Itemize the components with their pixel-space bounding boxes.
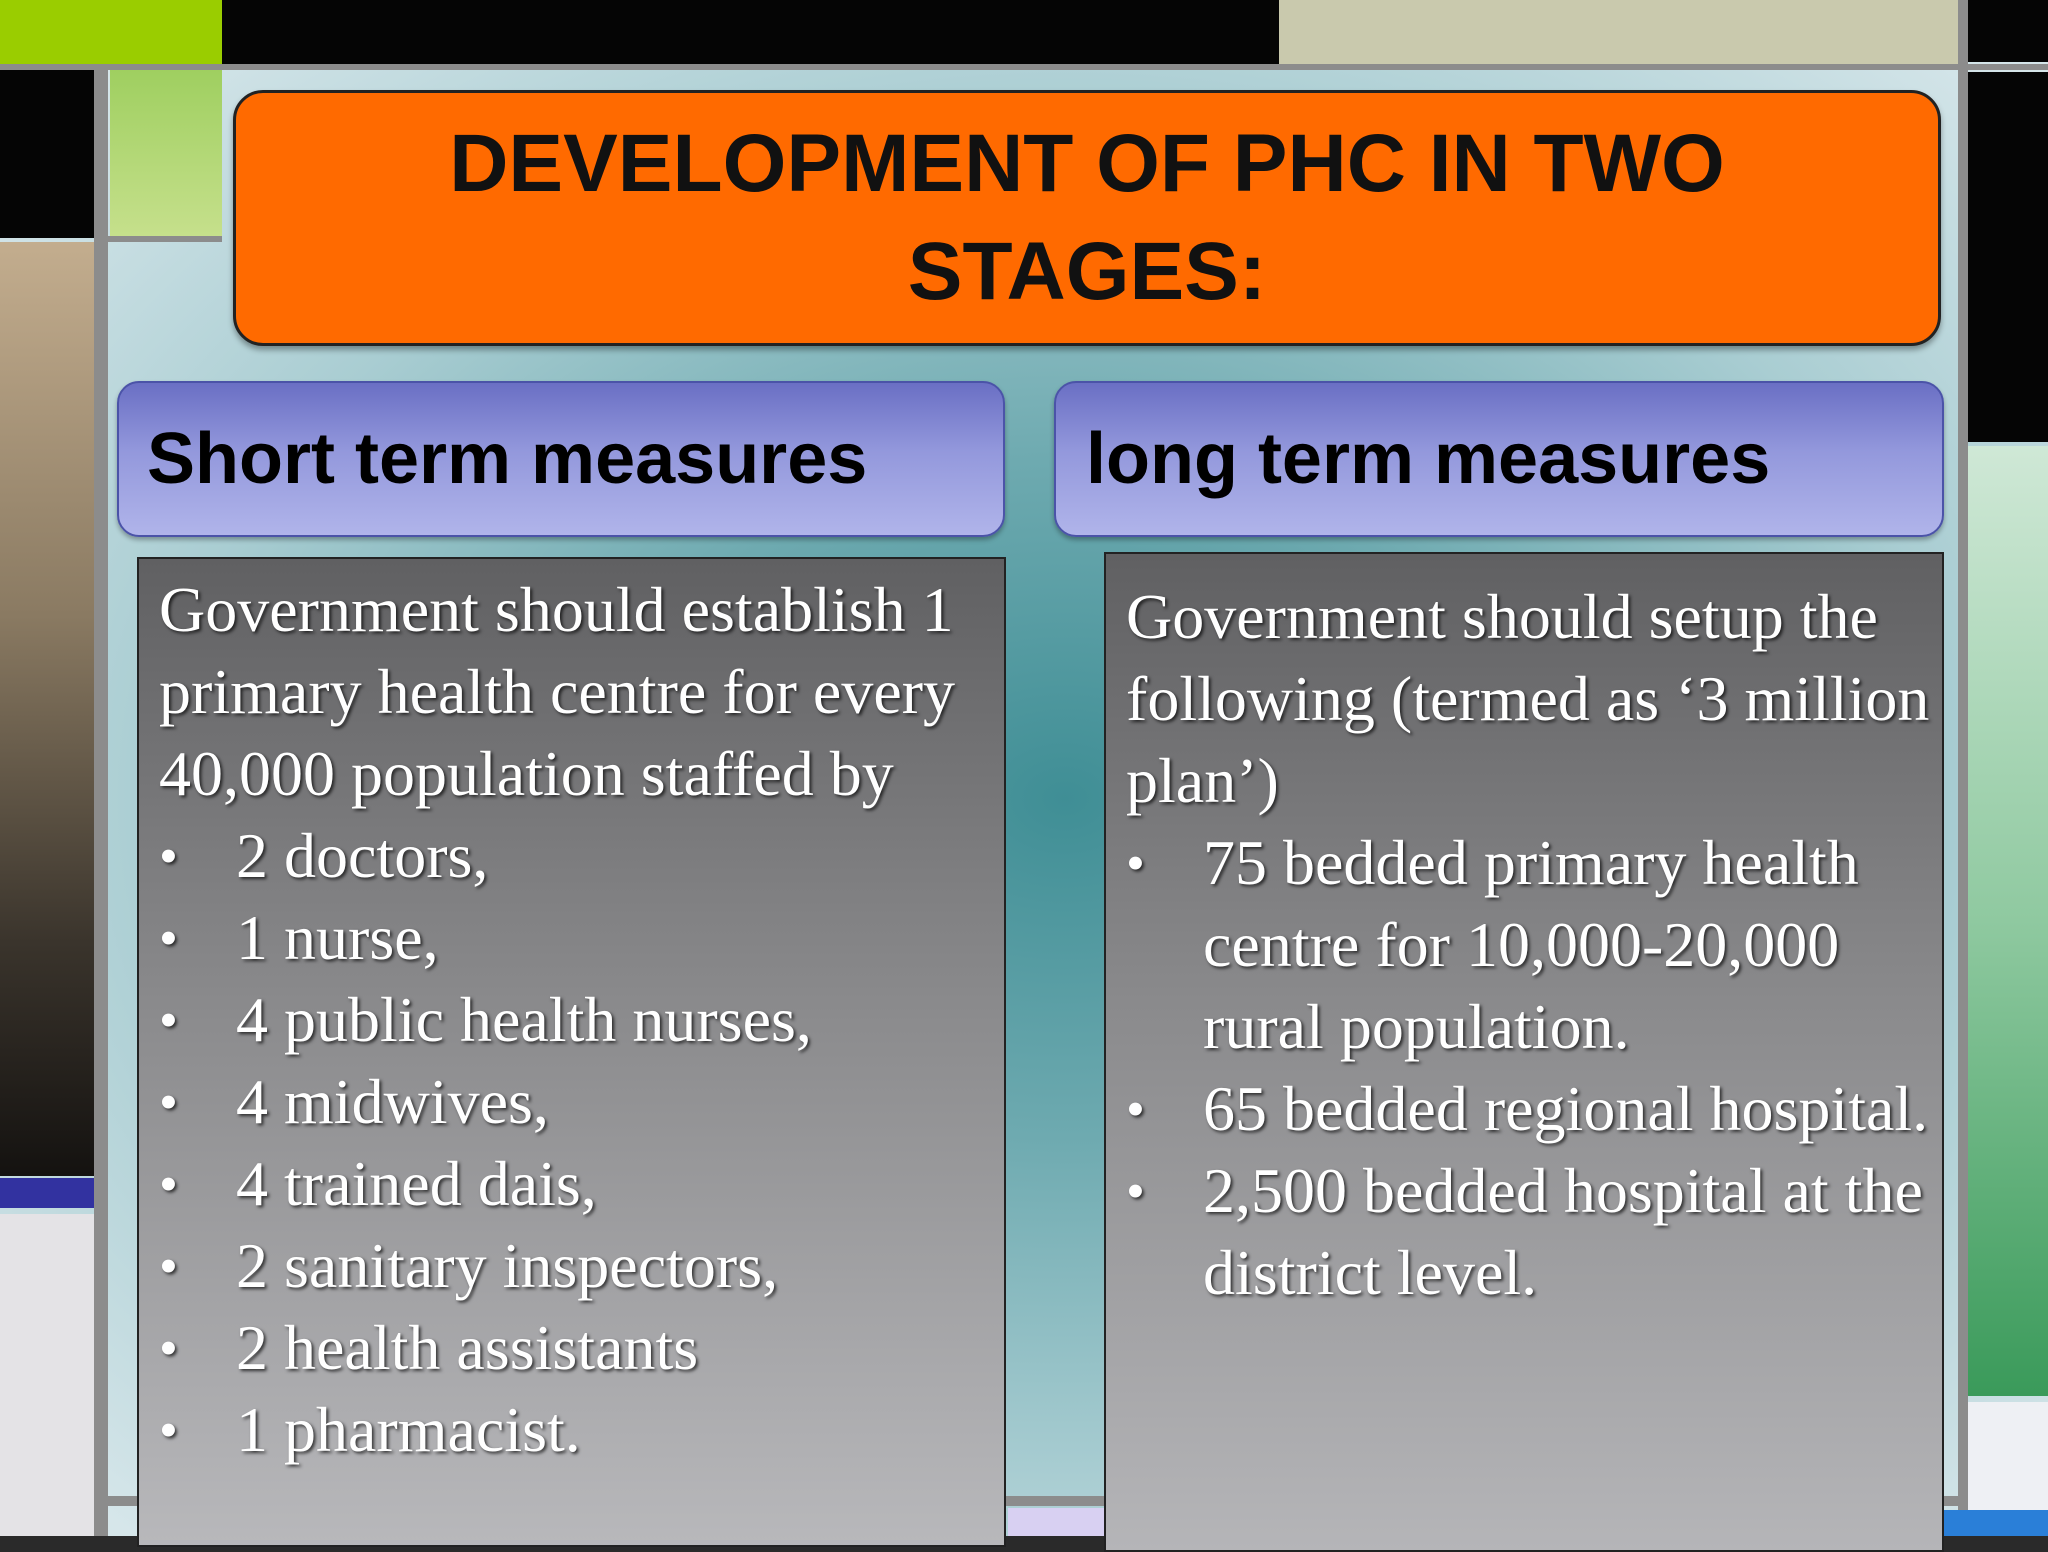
bullet-icon: • <box>159 826 178 886</box>
bullet-icon: • <box>1126 1079 1145 1139</box>
bullet-icon: • <box>159 990 178 1050</box>
list-item-text: 1 pharmacist. <box>236 1394 581 1465</box>
frame-block-right-blue <box>1940 1510 2048 1536</box>
list-item-text: 2,500 bedded hospital at the district level. <box>1203 1155 1923 1308</box>
bullet-icon: • <box>159 1236 178 1296</box>
list-item-text: 4 public health nurses, <box>236 984 812 1055</box>
list-item-text: 2 sanitary inspectors, <box>236 1230 779 1301</box>
list-item <box>159 897 992 979</box>
frame-block-right-green <box>1968 446 2048 1396</box>
bullet-icon: • <box>159 1154 178 1214</box>
short-term-intro: Government should establish 1 primary health centre for every 40,000 population staffed by <box>159 574 956 809</box>
bullet-icon: • <box>159 1318 178 1378</box>
frame-block-top-green <box>0 0 222 64</box>
list-item-text: 2 doctors, <box>236 820 489 891</box>
frame-block-top-right-black <box>1966 0 2048 62</box>
long-term-heading: long term measures <box>1086 419 1771 499</box>
list-item-text: 2 health assistants <box>236 1312 699 1383</box>
frame-block-right-pale <box>1968 1402 2048 1510</box>
frame-block-left-blue <box>0 1178 94 1208</box>
list-item <box>1126 1068 1930 1150</box>
bullet-icon: • <box>159 908 178 968</box>
list-item <box>159 1225 992 1307</box>
list-item-text: 4 midwives, <box>236 1066 549 1137</box>
frame-block-right-black <box>1968 72 2048 442</box>
list-item <box>159 1389 992 1471</box>
title-box <box>233 90 1941 346</box>
frame-block-top-black <box>222 0 1279 64</box>
long-term-intro: Government should setup the following (termed as ‘3 million plan’) <box>1126 581 1930 816</box>
list-item <box>159 815 992 897</box>
list-item-text: 65 bedded regional hospital. <box>1203 1073 1929 1144</box>
list-item-text: 1 nurse, <box>236 902 439 973</box>
frame-line-top <box>0 64 2048 70</box>
list-item <box>159 1061 992 1143</box>
bullet-icon: • <box>159 1400 178 1460</box>
list-item <box>1126 822 1930 1068</box>
short-term-header <box>117 381 1005 537</box>
bullet-icon: • <box>1126 1161 1145 1221</box>
frame-block-left-pale <box>0 1214 94 1536</box>
frame-line-left-horizontal <box>108 236 222 242</box>
slide-title: DEVELOPMENT OF PHC IN TWO STAGES: <box>449 118 1725 317</box>
list-item <box>159 1307 992 1389</box>
frame-block-left-black <box>0 70 94 238</box>
frame-block-left-gradient <box>0 242 94 1176</box>
list-item-text: 4 trained dais, <box>236 1148 597 1219</box>
list-item <box>1126 1150 1930 1314</box>
frame-block-top-khaki <box>1279 0 1959 64</box>
frame-block-bottom-lavender <box>1008 1508 1104 1536</box>
bullet-icon: • <box>1126 833 1145 893</box>
long-term-content <box>1104 552 1944 1552</box>
long-term-list <box>1126 822 1930 1314</box>
short-term-list <box>159 815 992 1471</box>
list-item <box>159 1143 992 1225</box>
list-item <box>159 979 992 1061</box>
frame-line-right <box>1958 0 1968 1536</box>
short-term-heading: Short term measures <box>147 419 868 499</box>
frame-line-left <box>94 64 108 1536</box>
frame-block-left-lightgreen <box>110 70 222 238</box>
long-term-header <box>1054 381 1944 537</box>
short-term-content <box>137 557 1006 1547</box>
list-item-text: 75 bedded primary health centre for 10,000-20,000 rural population. <box>1203 827 1859 1062</box>
bullet-icon: • <box>159 1072 178 1132</box>
